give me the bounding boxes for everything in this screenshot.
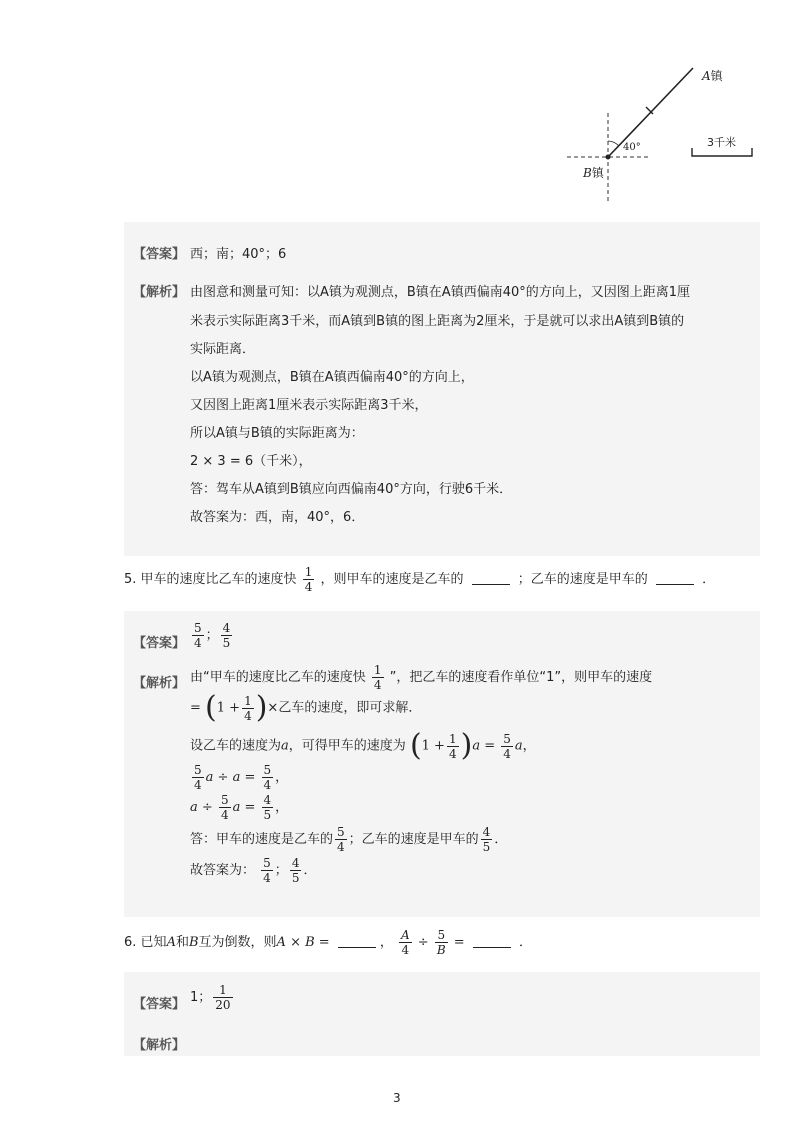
q4-analysis-line: 实际距离．	[190, 342, 256, 357]
q4-analysis-line: 2 × 3 = 6（千米），	[190, 454, 312, 469]
q4-analysis-line: 又因图上距离1厘米表示实际距离3千米，	[190, 398, 428, 413]
q4-analysis-line: 以A镇为观测点，B镇在A镇西偏南40°的方向上，	[190, 370, 474, 385]
point-b	[606, 155, 611, 160]
q5-analysis-line-2: = (1 + $\frac{1}{4}$ )×乙车的速度，即可求解．	[190, 690, 422, 725]
angle-label: 40°	[623, 142, 641, 153]
q6-answer-tag: 【答案】	[133, 997, 186, 1012]
q6-stem: 6. 已知A和B互为倒数，则A × B = ， $\frac{A}{4}$ ÷ $\frac{5}{B}$ = ．	[124, 928, 532, 957]
q5-answer: $\frac{5}{4}$ ； $\frac{4}{5}$	[194, 621, 231, 650]
q5-analysis-line-1: 由“甲车的速度比乙车的速度快 $\frac{1}{4}$ ”，把乙车的速度看作单位“1”，则甲车的速度	[190, 663, 653, 692]
direction-diagram	[555, 55, 775, 210]
q5-analysis-line-6: 答：甲车的速度是乙车的 $\frac{5}{4}$ ；乙车的速度是甲车的 $\frac{4}{5}$ ．	[190, 825, 508, 854]
q4-analysis-line: 由图意和测量可知：以A镇为观测点，B镇在A镇西偏南40°的方向上，又因图上距离1厘	[190, 285, 691, 300]
q5-stem-a: 甲车的速度比乙车的速度快	[140, 572, 297, 587]
label-b-town: B镇	[583, 166, 604, 180]
q4-analysis-line: 所以A镇与B镇的实际距离为：	[190, 426, 364, 441]
answer-blank	[656, 584, 694, 585]
q4-analysis-tag: 【解析】	[133, 285, 186, 300]
q4-answer-tag: 【答案】	[133, 247, 186, 262]
answer-blank	[472, 584, 510, 585]
fraction-one-quarter: $\frac{1}{4}$	[304, 565, 313, 594]
q5-analysis-tag: 【解析】	[133, 676, 186, 691]
angle-arc	[608, 141, 619, 146]
q4-analysis-line: 故答案为：西，南，40°，6．	[190, 510, 365, 525]
q5-analysis-line-4: $\frac{5}{4}$ a ÷ a = $\frac{5}{4}$ ，	[194, 763, 289, 792]
q5-stem	[124, 566, 715, 594]
q5-stem-end: ．	[702, 572, 716, 587]
page-number: 3	[393, 1091, 401, 1105]
q5-analysis-line-3: 设乙车的速度为a，可得甲车的速度为 (1 + $\frac{1}{4}$ )a = $\frac{5}{4}$ a，	[190, 728, 536, 763]
q4-analysis-line: 答：驾车从A镇到B镇应向西偏南40°方向，行驶6千米．	[190, 482, 513, 497]
q6-analysis-tag: 【解析】	[133, 1038, 186, 1053]
q4-analysis-line: 米表示实际距离3千米，而A镇到B镇的图上距离为2厘米，于是就可以求出A镇到B镇的	[190, 314, 685, 329]
q5-stem-c: ；乙车的速度是甲车的	[517, 572, 648, 587]
q5-analysis-line-7: 故答案为： $\frac{5}{4}$ ； $\frac{4}{5}$ ．	[190, 856, 317, 885]
q5-number: 5.	[124, 572, 137, 587]
scale-label: 3千米	[707, 136, 736, 149]
segment-ab	[608, 68, 693, 157]
answer-blank	[473, 947, 511, 948]
q5-analysis-line-5: a ÷ $\frac{5}{4}$ a = $\frac{4}{5}$ ，	[190, 793, 289, 822]
answer-blank	[338, 947, 376, 948]
q5-stem-b: ，则甲车的速度是乙车的	[320, 572, 464, 587]
q4-answer: 西；南；40°；6	[190, 247, 287, 262]
q5-answer-tag: 【答案】	[133, 636, 186, 651]
label-a-town: A镇	[702, 69, 723, 83]
q6-answer: 1； $\frac{1}{20}$	[190, 983, 231, 1012]
